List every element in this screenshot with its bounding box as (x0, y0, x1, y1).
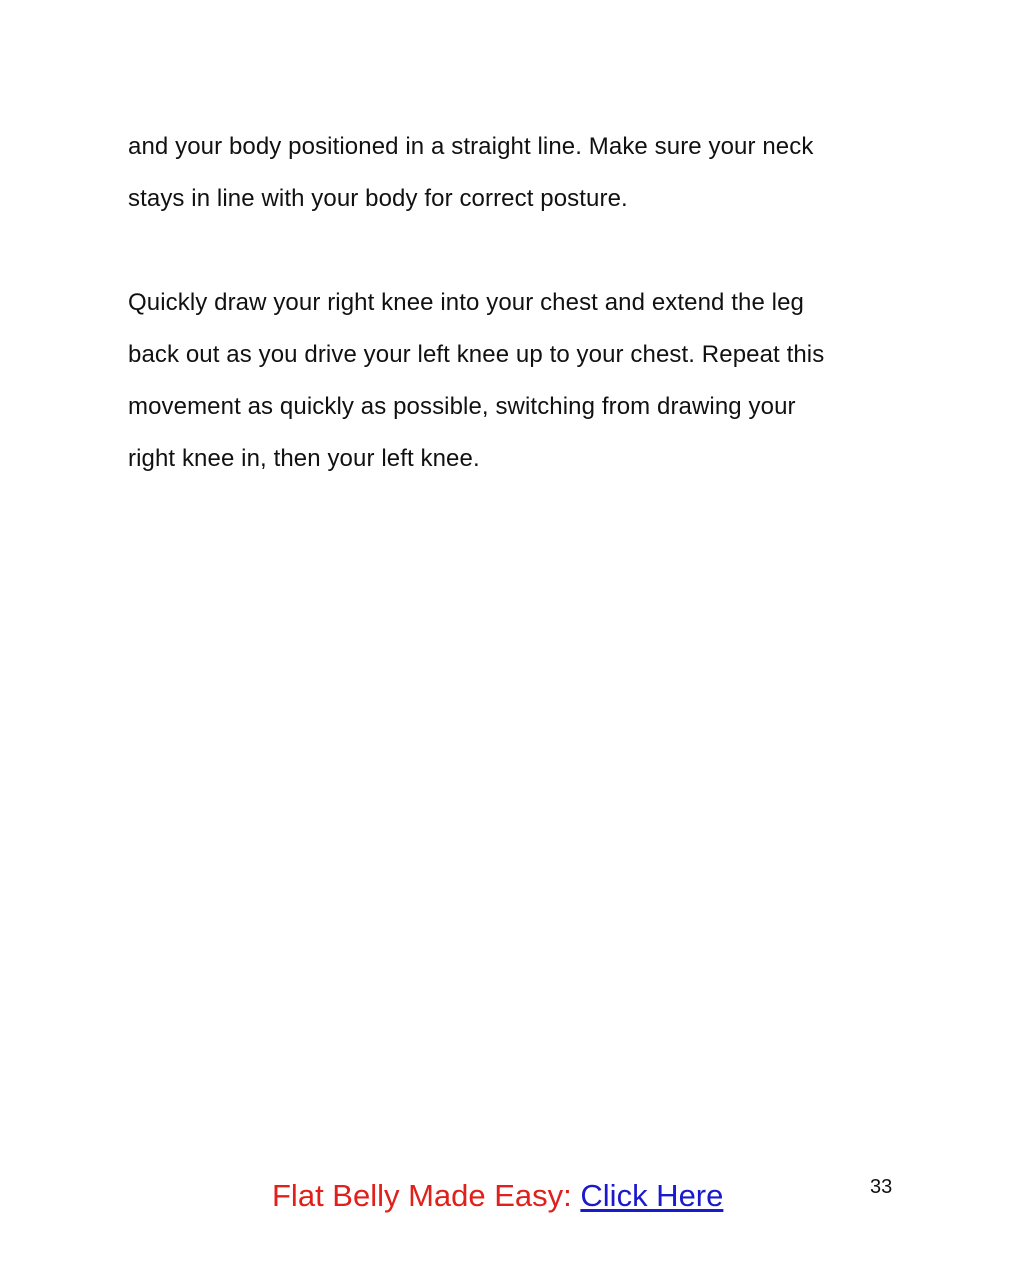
page-number: 33 (870, 1176, 893, 1198)
body-text-line: and your body positioned in a straight line. Make sure your neck (128, 133, 814, 160)
body-text-line: movement as quickly as possible, switching from drawing your (128, 393, 796, 420)
footer-label: Flat Belly Made Easy: (272, 1178, 581, 1213)
click-here-link[interactable]: Click Here (580, 1178, 724, 1213)
body-text-line: stays in line with your body for correct posture. (128, 185, 628, 212)
body-text-line: Quickly draw your right knee into your chest and extend the leg (128, 289, 805, 316)
body-text-line: right knee in, then your left knee. (128, 445, 480, 472)
body-text-line: back out as you drive your left knee up to your chest. Repeat this (128, 341, 825, 368)
footer-promo (272, 1176, 723, 1216)
